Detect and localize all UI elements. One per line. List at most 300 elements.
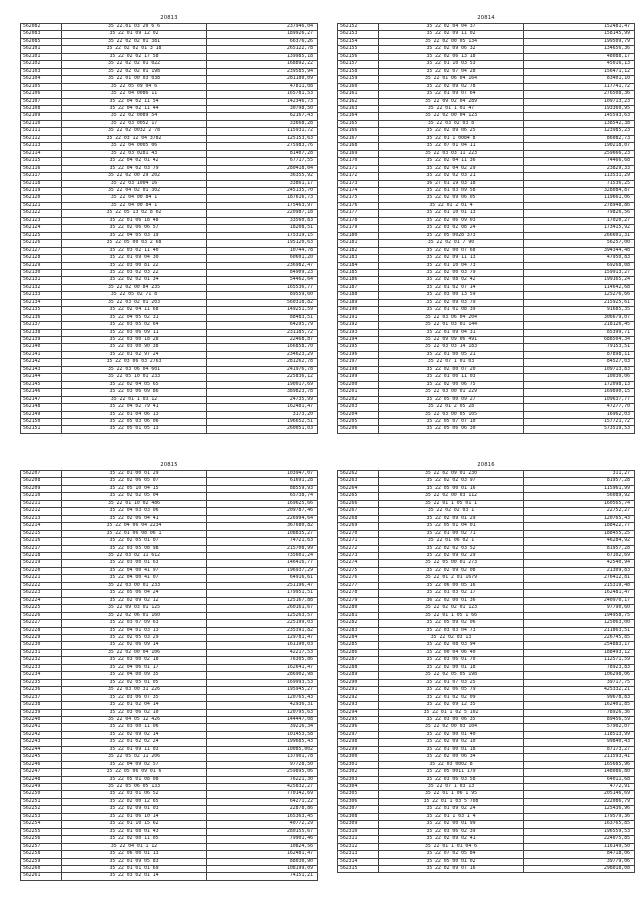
cadastral-number-cell: 35 22 01 09 04 30 — [62, 255, 207, 262]
parcel-id-cell: 562205 — [338, 419, 379, 426]
table-row — [21, 515, 318, 522]
cadastral-number-cell: 35 22 01 01 08 39 — [379, 307, 524, 314]
table-row — [21, 426, 318, 433]
table-row — [21, 351, 318, 358]
cadastral-number-cell: 35 22 01 2 01 1679 — [379, 575, 524, 582]
value-cell: 129781,47 — [207, 634, 318, 641]
cadastral-number-cell: 35 22 01 09 04 31 — [379, 329, 524, 336]
parcel-id-cell: 562125 — [21, 232, 62, 239]
value-cell: 278948,86 — [524, 202, 635, 209]
table-row — [338, 351, 635, 358]
value-cell: 39717,75 — [524, 679, 635, 686]
cadastral-number-cell: 35 22 04 02 01 302 — [62, 187, 207, 194]
table-row — [21, 575, 318, 582]
value-cell: 158145,99 — [524, 31, 635, 38]
value-cell: 205146,69 — [524, 791, 635, 798]
cadastral-number-cell: 35 22 02 02 05 04 — [62, 493, 207, 500]
parcel-id-cell: 562220 — [21, 567, 62, 574]
data-table — [20, 23, 318, 434]
table-row — [338, 158, 635, 165]
value-cell: 22468,87 — [207, 337, 318, 344]
table-row — [338, 478, 635, 485]
cadastral-number-cell: 35 22 02 09 02 78 — [379, 83, 524, 90]
table-row — [21, 724, 318, 731]
parcel-id-cell: 562263 — [338, 478, 379, 485]
table-row — [338, 150, 635, 157]
parcel-id-cell: 562160 — [338, 83, 379, 90]
value-cell: 61691,28 — [207, 478, 318, 485]
table-row — [21, 113, 318, 120]
value-cell: 165781,53 — [207, 91, 318, 98]
value-cell: 688504,34 — [524, 337, 635, 344]
table-row — [338, 269, 635, 276]
table-row — [21, 329, 318, 336]
parcel-id-cell: 562154 — [338, 38, 379, 45]
table-row — [21, 314, 318, 321]
parcel-id-cell: 562151 — [21, 426, 62, 433]
value-cell: 89559,60 — [207, 292, 318, 299]
value-cell: 187616,73 — [207, 195, 318, 202]
sheet-panel-20815 — [20, 461, 318, 881]
parcel-id-cell: 562143 — [21, 366, 62, 373]
value-cell: 276508,36 — [524, 91, 635, 98]
parcel-id-cell: 562298 — [338, 739, 379, 746]
table-row — [338, 821, 635, 828]
value-cell: 85399,71 — [524, 329, 635, 336]
value-cell: 209787,46 — [207, 508, 318, 515]
value-cell: 74721,63 — [207, 538, 318, 545]
parcel-id-cell: 562117 — [21, 173, 62, 180]
parcel-id-cell: 562171 — [338, 165, 379, 172]
table-row — [21, 38, 318, 45]
cadastral-number-cell: 35 22 04 06 01 17 — [62, 664, 207, 671]
parcel-id-cell: 562245 — [21, 754, 62, 761]
parcel-id-cell: 562107 — [21, 98, 62, 105]
table-row — [338, 851, 635, 858]
parcel-id-cell: 562290 — [338, 679, 379, 686]
cadastral-number-cell: 35 22 02 01 7 90 — [379, 240, 524, 247]
value-cell: 21309,83 — [524, 567, 635, 574]
parcel-id-cell: 562255 — [21, 828, 62, 835]
parcel-id-cell: 562124 — [21, 225, 62, 232]
table-row — [21, 858, 318, 865]
value-cell: 286902,98 — [207, 672, 318, 679]
cadastral-number-cell: 35 22 02 00 05 134 — [379, 38, 524, 45]
table-row — [338, 784, 635, 791]
cadastral-number-cell: 35 22 05 00 01 16 — [379, 485, 524, 492]
parcel-id-cell: 562280 — [338, 605, 379, 612]
parcel-id-cell: 562242 — [21, 731, 62, 738]
cadastral-number-cell: 35 22 03 02 03 22 — [62, 269, 207, 276]
value-cell: 188493,12 — [524, 649, 635, 656]
cadastral-number-cell: 35 22 02 02 03 21 — [379, 173, 524, 180]
table-row — [338, 389, 635, 396]
parcel-id-cell: 562305 — [338, 791, 379, 798]
parcel-id-cell: 562195 — [338, 344, 379, 351]
cadastral-number-cell: 35 22 02 09 06 05 — [379, 195, 524, 202]
table-row — [338, 284, 635, 291]
value-cell: 108199,09 — [207, 866, 318, 873]
cadastral-number-cell: 35 22 01 06 02 1 — [379, 538, 524, 545]
cadastral-number-cell: 35 22 04 02 11 44 — [62, 105, 207, 112]
table-row — [338, 634, 635, 641]
parcel-id-cell: 562134 — [21, 299, 62, 306]
parcel-id-cell: 562137 — [21, 322, 62, 329]
value-cell: 195120,63 — [207, 240, 318, 247]
parcel-id-cell: 562312 — [338, 843, 379, 850]
cadastral-number-cell: 35 22 02 06 05 79 — [379, 687, 524, 694]
cadastral-number-cell: 35 22 01 00 01 29 — [62, 471, 207, 478]
parcel-id-cell: 562296 — [338, 724, 379, 731]
cadastral-number-cell: 35 22 04 02 03 79 — [62, 165, 207, 172]
table-row — [21, 493, 318, 500]
table-row — [21, 620, 318, 627]
table-row — [338, 716, 635, 723]
parcel-id-cell: 562101 — [21, 53, 62, 60]
parcel-id-cell: 562265 — [338, 493, 379, 500]
value-cell: 225199,03 — [207, 620, 318, 627]
table-row — [338, 128, 635, 135]
table-row — [21, 791, 318, 798]
parcel-id-cell: 562161 — [338, 91, 379, 98]
parcel-id-cell: 562287 — [338, 657, 379, 664]
parcel-id-cell: 562214 — [21, 523, 62, 530]
parcel-id-cell: 562082 — [21, 24, 62, 31]
value-cell: 236982,47 — [207, 262, 318, 269]
table-row — [338, 694, 635, 701]
parcel-id-cell: 562251 — [21, 798, 62, 805]
cadastral-number-cell: 35 22 05 0028 373 — [379, 232, 524, 239]
cadastral-number-cell: 35 22 02 0089 54 — [62, 113, 207, 120]
cadastral-number-cell: 35 22 05 10 01 233 — [62, 374, 207, 381]
value-cell: 134656,36 — [524, 46, 635, 53]
parcel-id-cell: 562103 — [21, 68, 62, 75]
table-row — [21, 359, 318, 366]
parcel-id-cell: 562192 — [338, 322, 379, 329]
value-cell: 215319,48 — [524, 582, 635, 589]
table-row — [21, 232, 318, 239]
table-row — [21, 284, 318, 291]
cadastral-number-cell: 35 22 01 02 07 14 — [379, 284, 524, 291]
table-row — [21, 776, 318, 783]
cadastral-number-cell: 35 22 02 02 01 381 — [62, 38, 207, 45]
table-row — [338, 165, 635, 172]
value-cell: 237946,04 — [207, 24, 318, 31]
parcel-id-cell: 562173 — [338, 180, 379, 187]
value-cell: 188422,77 — [524, 523, 635, 530]
value-cell: 234623,29 — [207, 351, 318, 358]
table-row — [21, 165, 318, 172]
sheet-panel-20816 — [337, 461, 635, 873]
parcel-id-cell: 562228 — [21, 627, 62, 634]
parcel-id-cell: 562197 — [338, 359, 379, 366]
parcel-id-cell: 562169 — [338, 150, 379, 157]
parcel-id-cell: 562172 — [338, 173, 379, 180]
cadastral-number-cell: 35 22 01 1 06 1 95 — [379, 791, 524, 798]
parcel-id-cell: 562199 — [338, 374, 379, 381]
value-cell: 137901,78 — [207, 754, 318, 761]
parcel-id-cell: 562145 — [21, 381, 62, 388]
table-row — [21, 538, 318, 545]
cadastral-number-cell: 35 22 04 02 79 41 — [62, 404, 207, 411]
table-row — [21, 739, 318, 746]
parcel-id-cell: 562238 — [21, 702, 62, 709]
cadastral-number-cell: 35 22 01 08 01 43 — [62, 828, 207, 835]
value-cell: 81407,28 — [207, 150, 318, 157]
value-cell: 226745,85 — [524, 634, 635, 641]
table-row — [338, 98, 635, 105]
cadastral-number-cell: 35 22 04 00 84 1 — [62, 202, 207, 209]
parcel-id-cell: 562241 — [21, 724, 62, 731]
value-cell: 10824,56 — [207, 843, 318, 850]
table-row — [338, 202, 635, 209]
cadastral-number-cell: 35 22 01 09 02 24 — [379, 806, 524, 813]
parcel-id-cell: 562106 — [21, 91, 62, 98]
cadastral-number-cell: 35 22 02 02 01 198 — [62, 68, 207, 75]
table-row — [21, 627, 318, 634]
parcel-id-cell: 562101 — [21, 46, 62, 53]
table-row — [21, 485, 318, 492]
cadastral-number-cell: 35 22 02 00 01 99 — [379, 821, 524, 828]
cadastral-number-cell: 35 22 03 02 01 203 — [62, 299, 207, 306]
parcel-id-cell: 562252 — [21, 806, 62, 813]
parcel-id-cell: 562304 — [338, 784, 379, 791]
table-row — [338, 91, 635, 98]
table-row — [338, 724, 635, 731]
table-row — [338, 307, 635, 314]
parcel-id-cell: 562140 — [21, 344, 62, 351]
cadastral-number-cell: 35 22 02 06 13 18 — [379, 53, 524, 60]
value-cell: 275983,76 — [207, 143, 318, 150]
cadastral-number-cell: 35 22 01 00 01 18 — [379, 746, 524, 753]
parcel-id-cell: 562223 — [21, 590, 62, 597]
cadastral-number-cell: 35 22 01 1 05 01 1 — [379, 500, 524, 507]
table-row — [21, 582, 318, 589]
value-cell: 87173,27 — [524, 746, 635, 753]
parcel-id-cell: 562203 — [338, 404, 379, 411]
cadastral-number-cell: 35 22 02 09 01 03 — [62, 806, 207, 813]
table-row — [338, 515, 635, 522]
table-row — [21, 337, 318, 344]
parcel-id-cell: 562186 — [338, 277, 379, 284]
parcel-id-cell: 562136 — [21, 314, 62, 321]
table-row — [21, 634, 318, 641]
table-row — [338, 411, 635, 418]
parcel-id-cell: 562309 — [338, 821, 379, 828]
table-row — [21, 471, 318, 478]
table-row — [21, 76, 318, 83]
parcel-id-cell: 562120 — [21, 195, 62, 202]
parcel-id-cell: 562297 — [338, 731, 379, 738]
value-cell: 23829,33 — [524, 165, 635, 172]
cadastral-number-cell: 35 22 02 00 84 235 — [62, 284, 207, 291]
value-cell: 125436,96 — [524, 806, 635, 813]
cadastral-number-cell: 35 22 03 0281 43 — [62, 150, 207, 157]
value-cell: 254883,17 — [524, 642, 635, 649]
table-row — [21, 560, 318, 567]
value-cell: 67717,55 — [207, 158, 318, 165]
cadastral-number-cell: 35 22 02 06 04 41 — [62, 515, 207, 522]
parcel-id-cell: 562200 — [338, 381, 379, 388]
cadastral-number-cell: 35 22 02 00 04 106 — [62, 649, 207, 656]
cadastral-number-cell: 35 22 02 09 02 41 — [379, 836, 524, 843]
value-cell: 47950,83 — [524, 255, 635, 262]
parcel-id-cell: 562150 — [21, 419, 62, 426]
table-row — [21, 530, 318, 537]
parcel-id-cell: 562146 — [21, 389, 62, 396]
table-row — [21, 269, 318, 276]
cadastral-number-cell: 35 22 03 00 01 229 — [379, 389, 524, 396]
parcel-id-cell: 562254 — [21, 821, 62, 828]
cadastral-number-cell: 35 22 04 0005 06 — [62, 143, 207, 150]
value-cell: 222086,79 — [524, 798, 635, 805]
value-cell: 188455,25 — [524, 530, 635, 537]
cadastral-number-cell: 35 22 03 03 14 183 — [379, 344, 524, 351]
value-cell: 87898,11 — [524, 351, 635, 358]
parcel-id-cell: 562288 — [338, 664, 379, 671]
cadastral-number-cell: 35 22 01 10 15 62 — [62, 821, 207, 828]
cadastral-number-cell: 35 22 02 09 12 35 — [379, 702, 524, 709]
table-row — [338, 620, 635, 627]
value-cell: 280418,04 — [207, 165, 318, 172]
parcel-id-cell: 562114 — [21, 150, 62, 157]
cadastral-number-cell: 35 22 02 09 06 32 — [379, 46, 524, 53]
table-row — [338, 374, 635, 381]
value-cell: 106298,06 — [524, 672, 635, 679]
cadastral-number-cell: 35 22 03 03 04 73 — [379, 627, 524, 634]
value-cell: 169993,53 — [207, 679, 318, 686]
table-row — [21, 411, 318, 418]
parcel-id-cell: 562119 — [21, 187, 62, 194]
table-row — [338, 83, 635, 90]
table-row — [21, 307, 318, 314]
table-row — [338, 240, 635, 247]
table-row — [21, 664, 318, 671]
parcel-id-cell: 562144 — [21, 374, 62, 381]
value-cell: 47811,08 — [207, 83, 318, 90]
parcel-id-cell: 562259 — [21, 858, 62, 865]
parcel-id-cell: 562138 — [21, 329, 62, 336]
value-cell: 118513,99 — [524, 731, 635, 738]
parcel-id-cell: 562227 — [21, 620, 62, 627]
table-row — [21, 187, 318, 194]
value-cell: 168892,22 — [207, 61, 318, 68]
parcel-id-cell: 562236 — [21, 687, 62, 694]
cadastral-number-cell: 35 22 02 00 06 75 — [379, 381, 524, 388]
parcel-id-cell: 562196 — [338, 351, 379, 358]
table-row — [338, 322, 635, 329]
parcel-id-cell: 562211 — [21, 500, 62, 507]
value-cell: 276412,81 — [524, 575, 635, 582]
parcel-id-cell: 562246 — [21, 761, 62, 768]
value-cell: 81957,28 — [524, 478, 635, 485]
parcel-id-cell: 562155 — [338, 46, 379, 53]
parcel-id-cell: 562314 — [338, 858, 379, 865]
value-cell: 42217,53 — [207, 649, 318, 656]
cadastral-number-cell: 35 22 01 06 08 06 1 — [62, 530, 207, 537]
table-row — [338, 187, 635, 194]
table-row — [338, 739, 635, 746]
parcel-id-cell: 562313 — [338, 851, 379, 858]
table-row — [21, 91, 318, 98]
value-cell: 78923,83 — [524, 664, 635, 671]
table-row — [21, 53, 318, 60]
table-row — [21, 143, 318, 150]
table-row — [338, 195, 635, 202]
value-cell: 33560,83 — [207, 217, 318, 224]
cadastral-number-cell: 35 22 02 04 11 36 — [379, 158, 524, 165]
parcel-id-cell: 562128 — [21, 255, 62, 262]
parcel-id-cell: 562183 — [338, 255, 379, 262]
value-cell: 30798,50 — [207, 105, 318, 112]
cadastral-number-cell: 35 22 01 00 11 03 — [379, 374, 524, 381]
table-row — [21, 419, 318, 426]
value-cell: 162481,47 — [207, 851, 318, 858]
cadastral-number-cell: 35 22 04 03 03 06 — [62, 508, 207, 515]
value-cell: 10085,002 — [207, 746, 318, 753]
table-row — [338, 560, 635, 567]
parcel-id-cell: 562275 — [338, 567, 379, 574]
parcel-id-cell: 562210 — [21, 493, 62, 500]
cadastral-number-cell: 35 22 01 1 03 1 4 — [379, 813, 524, 820]
cadastral-number-cell: 35 22 02 09 11 02 — [379, 31, 524, 38]
value-cell: 211593,41 — [524, 754, 635, 761]
cadastral-number-cell: 35 22 02 03 13 — [379, 634, 524, 641]
table-row — [338, 299, 635, 306]
table-row — [338, 866, 635, 873]
value-cell: 125263,57 — [207, 612, 318, 619]
value-cell: 169890,15 — [524, 389, 635, 396]
cadastral-number-cell: 35 22 05 0011 179 — [379, 769, 524, 776]
parcel-id-cell: 562135 — [21, 307, 62, 314]
value-cell: 159913,27 — [524, 269, 635, 276]
cadastral-number-cell: 35 22 03 05 02 64 — [62, 322, 207, 329]
parcel-id-cell: 562269 — [338, 523, 379, 530]
value-cell: 18208,51 — [207, 225, 318, 232]
parcel-id-cell: 562240 — [21, 716, 62, 723]
parcel-id-cell: 562224 — [21, 597, 62, 604]
value-cell: 17020,27 — [524, 217, 635, 224]
parcel-id-cell: 562153 — [338, 31, 379, 38]
parcel-id-cell: 562231 — [21, 649, 62, 656]
parcel-id-cell: 562286 — [338, 649, 379, 656]
parcel-id-cell: 562292 — [338, 694, 379, 701]
cadastral-number-cell: 35 22 01 06 18 48 — [62, 217, 207, 224]
cadastral-number-cell: 35 22 02 04 11 68 — [62, 307, 207, 314]
value-cell: 231185,72 — [207, 329, 318, 336]
table-row — [338, 76, 635, 83]
table-row — [338, 806, 635, 813]
cadastral-number-cell: 35 22 03 00 06 35 — [379, 716, 524, 723]
value-cell: 36355,92 — [207, 173, 318, 180]
value-cell: 735601,24 — [207, 552, 318, 559]
cadastral-number-cell: 35 22 04 02 11 54 — [62, 98, 207, 105]
cadastral-number-cell: 35 22 05 06 06 30 — [379, 426, 524, 433]
table-row — [21, 761, 318, 768]
table-row — [21, 195, 318, 202]
table-row — [21, 709, 318, 716]
table-row — [338, 500, 635, 507]
table-row — [21, 769, 318, 776]
cadastral-number-cell: 35 22 05 01 04 01 — [379, 523, 524, 530]
table-row — [338, 292, 635, 299]
parcel-id-cell: 562188 — [338, 292, 379, 299]
value-cell: 115961,99 — [524, 485, 635, 492]
table-row — [21, 754, 318, 761]
table-row — [21, 105, 318, 112]
value-cell: 109637,77 — [524, 396, 635, 403]
table-row — [338, 798, 635, 805]
